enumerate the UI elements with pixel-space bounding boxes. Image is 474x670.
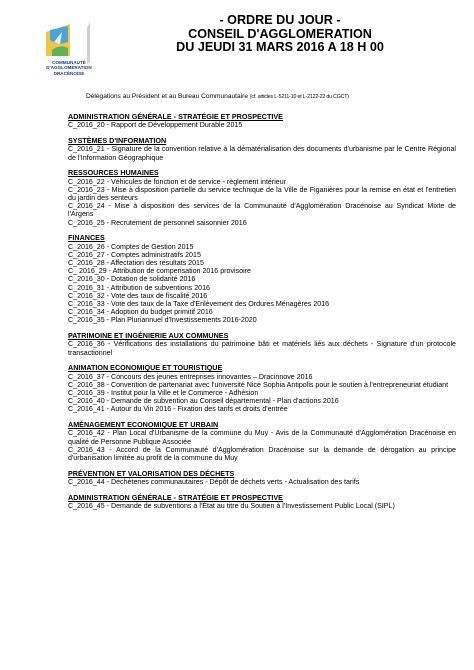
agenda-item: C_2016_39 - Institut pour la Ville et le Commerce - Adhésion <box>68 389 259 398</box>
agenda-item: C_2016_25 - Recrutement de personnel saisonnier 2016 <box>68 218 247 227</box>
page-title <box>120 14 440 55</box>
agenda-section <box>68 470 456 487</box>
agenda-item: C_2016_31 - Attribution de subventions 2016 <box>68 283 210 292</box>
agenda-item: C_2016_45 - Demande de subventions à l'État au titre du Soutien à l'Investissement Public Local (SIPL) <box>68 502 395 511</box>
agenda-item: C_2016_42 - Plan Local d'Urbanisme de la commune du Muy - Avis de la Communauté d'Agglomération Dracénoise en qualité de Personne Publique Associée <box>68 429 456 446</box>
agenda-item: C_2016_35 - Plan Pluriannuel d'Investissements 2016-2020 <box>68 316 257 325</box>
agenda-item: C_2016_37 - Concours des jeunes entreprises innovantes – Dracinnove 2016 <box>68 372 313 381</box>
agenda-item: C_2016_44 - Déchèteries communautaires - Dépôt de déchets verts - Actualisation des tarifs <box>68 478 360 487</box>
agenda-item: C_ 2016_29 - Attribution de compensation 2016 provisoire <box>68 267 251 276</box>
title-line-2: CONSEIL D'AGGLOMERATION <box>188 26 372 41</box>
section-title: RESSOURCES HUMAINES <box>68 168 159 178</box>
agenda-item: C_2016_36 - Vérifications des installations du patrimoine bâti et matériels liés aux déchets - Signature d'un protocole transactionnel <box>68 340 456 357</box>
agenda-item: C_2016_26 - Comptes de Gestion 2015 <box>68 242 194 251</box>
agenda-item: C_2016_22 - Véhicules de fonction et de service - règlement intérieur <box>68 177 287 186</box>
agenda-item: C_2016_27 - Comptes administratifs 2015 <box>68 250 201 259</box>
agenda-section <box>68 421 456 462</box>
agenda-item: C_2016_41 - Autour du Vin 2016 - Fixation des tarifs et droits d'entrée <box>68 405 288 414</box>
agenda-section <box>68 169 456 227</box>
agenda-item: C_2016_40 - Demande de subvention au Conseil départemental - Plan d'actions 2016 <box>68 397 339 406</box>
section-title: ANIMATION ECONOMIQUE ET TOURISTIQUE <box>68 363 223 373</box>
agenda-section <box>68 332 456 357</box>
title-line-1: - ORDRE DU JOUR - <box>219 13 341 27</box>
agenda-section <box>68 137 456 162</box>
title-line-3: DU JEUDI 31 MARS 2016 A 18 H 00 <box>176 40 384 55</box>
agenda-content <box>68 113 456 518</box>
agenda-section <box>68 113 456 130</box>
agenda-item: C_2016_24 - Mise à disposition des services de la Communauté d'Agglomération Dracénoise au Syndicat Mixte de l'Argens <box>68 202 456 219</box>
section-title: PRÉVENTION ET VALORISATION DES DÉCHETS <box>68 468 235 478</box>
agenda-item: C_2016_20 - Rapport de Développement Durable 2015 <box>68 121 243 130</box>
agenda-section <box>68 494 456 511</box>
section-title: PATRIMOINE ET INGÉNIERIE AUX COMMUNES <box>68 331 229 341</box>
agenda-item: C_2016_38 - Convention de partenariat avec l'université Nice Sophia Antipolis pour le soutien à l'entrepreneuriat étudiant <box>68 380 449 389</box>
agenda-item: C_2016_34 - Adoption du budget primitif 2016 <box>68 308 213 317</box>
logo-caption <box>40 60 98 76</box>
logo-line-1: COMMUNAUTÉ <box>52 60 86 65</box>
logo <box>40 22 102 86</box>
logo-emblem-icon <box>40 22 102 86</box>
logo-line-2: D'AGGLOMÉRATION <box>46 65 92 71</box>
delegation-line <box>86 93 466 101</box>
agenda-item: C_2016_33 - Vote des taux de la Taxe d'Enlèvement des Ordures Ménagères 2016 <box>68 300 330 309</box>
agenda-item: C_2016_43 - Accord de la Communauté d'Agglomération Dracénoise sur la demande de dérogation au principe d'urbanisation limitée au profit de la commune du Muy <box>68 445 456 463</box>
section-title: ADMINISTRATION GÉNÉRALE - STRATÉGIE ET PROSPECTIVE <box>68 492 283 502</box>
section-title: SYSTÈMES D'INFORMATION <box>68 136 167 145</box>
agenda-section <box>68 364 456 413</box>
agenda-item: C_2016_23 - Mise à disposition partielle du service technique de la Ville de Figanières pour la remise en état et l'entretien du jardin des senteurs <box>68 185 456 203</box>
logo-line-3: DRACÉNOISE <box>53 70 85 76</box>
section-title: FINANCES <box>68 233 105 243</box>
agenda-item: C_2016_32 - Vote des taux de fiscalité 2016 <box>68 291 208 300</box>
delegation-text: Délégations au Président et au Bureau Communautaire <box>86 93 249 100</box>
agenda-item: C_2016_21 - Signature de la convention relative à la dématérialisation des documents d'urbanisme par le Centre Régional de l'Information Géographique <box>68 145 456 162</box>
section-title: AMÉNAGEMENT ECONOMIQUE ET URBAIN <box>68 420 219 430</box>
section-title: ADMINISTRATION GÉNÉRALE - STRATÉGIE ET PROSPECTIVE <box>68 112 283 121</box>
agenda-item: C_2016_30 - Dotation de solidarité 2016 <box>68 275 196 284</box>
agenda-section <box>68 234 456 324</box>
delegation-reference: (cf. articles L-5211-10 et L-2122-22 du CGCT) <box>249 94 349 100</box>
agenda-item: C_2016_28 - Affectation des résultats 2015 <box>68 259 204 268</box>
